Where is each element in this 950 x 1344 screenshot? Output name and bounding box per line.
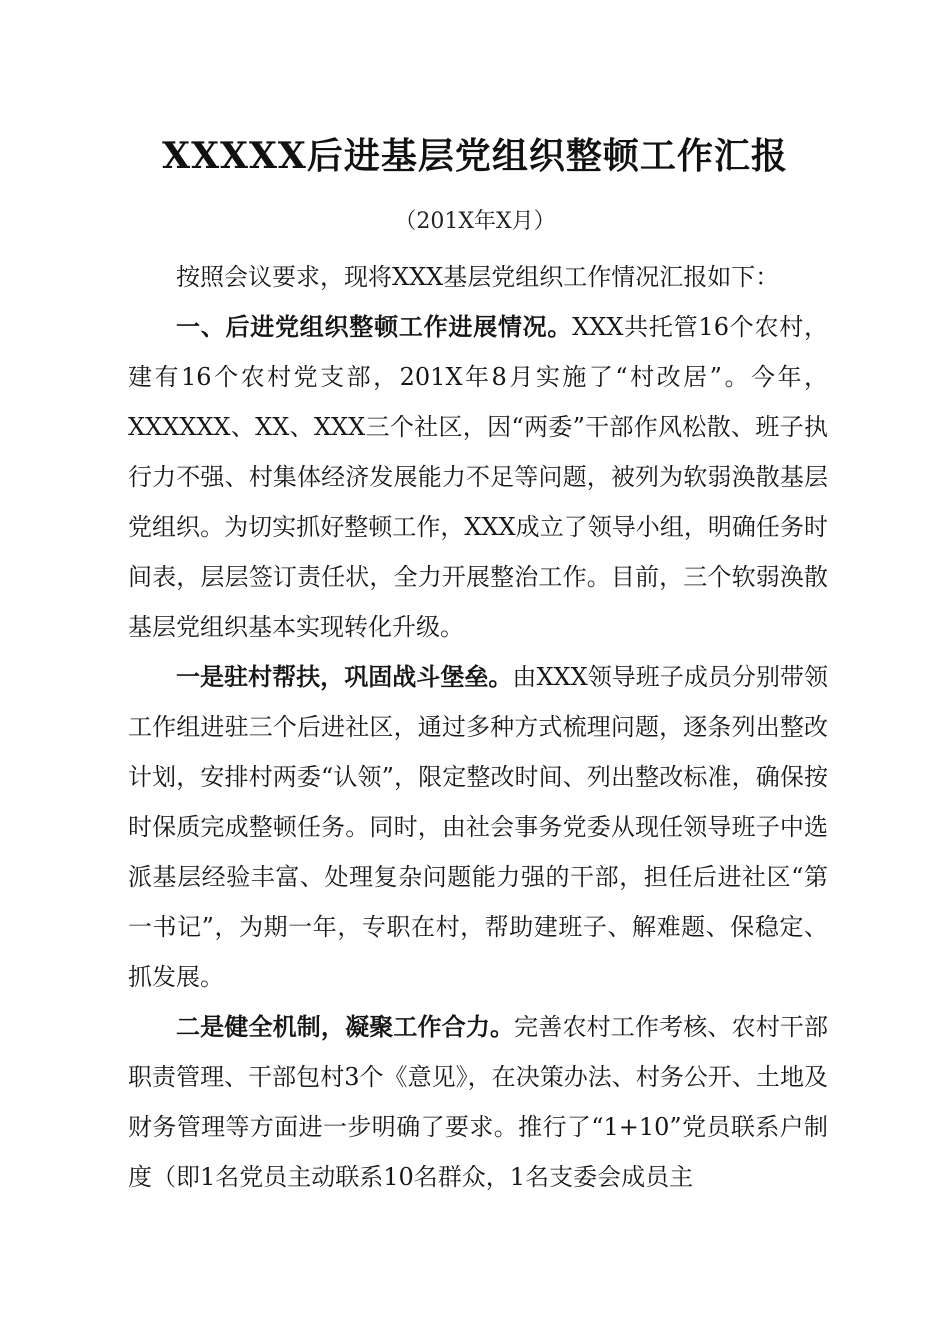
- document-body: [128, 252, 828, 1202]
- paragraph-point-one: [128, 652, 828, 1002]
- paragraph-section-one: [128, 302, 828, 652]
- point-two-text: 完善农村工作考核、农村干部职责管理、干部包村3个《意见》，在决策办法、村务公开、土地及财务管理等方面进一步明确了要求。推行了“1+10”党员联系户制度（即1名党员主动联系10名群众，1名支委会成员主: [128, 1013, 829, 1191]
- section-one-heading: 一、后进党组织整顿工作进展情况。: [176, 313, 573, 341]
- paragraph-intro-text: 按照会议要求，现将XXX基层党组织工作情况汇报如下：: [176, 263, 780, 291]
- point-two-heading: 二是健全机制，凝聚工作合力。: [176, 1012, 515, 1041]
- section-one-text: XXX共托管16个农村，建有16个农村党支部，201X年8月实施了“村改居”。今年，XXXXXX、XX、XXX三个社区，因“两委”干部作风松散、班子执行力不强、村集体经济发展能力不足等问题，被列为软弱涣散基层党组织。为切实抓好整顿工作，XXX成立了领导小组，明确任务时间表，层层签订责任状，全力开展整治工作。目前，三个软弱涣散基层党组织基本实现转化升级。: [128, 313, 829, 641]
- point-one-heading: 一是驻村帮扶，巩固战斗堡垒。: [176, 662, 513, 691]
- point-one-text: 由XXX领导班子成员分别带领工作组进驻三个后进社区，通过多种方式梳理问题，逐条列出整改计划，安排村两委“认领”，限定整改时间、列出整改标准，确保按时保质完成整顿任务。同时，由社会事务党委从现任领导班子中选派基层经验丰富、处理复杂问题能力强的干部，担任后进社区“第一书记”，为期一年，专职在村，帮助建班子、解难题、保稳定、抓发展。: [128, 663, 829, 991]
- document-title: XXXXX后进基层党组织整顿工作汇报: [162, 135, 788, 177]
- paragraph-point-two: [128, 1002, 828, 1202]
- document-date: （201X年X月）: [394, 209, 556, 234]
- paragraph-intro: [128, 252, 828, 302]
